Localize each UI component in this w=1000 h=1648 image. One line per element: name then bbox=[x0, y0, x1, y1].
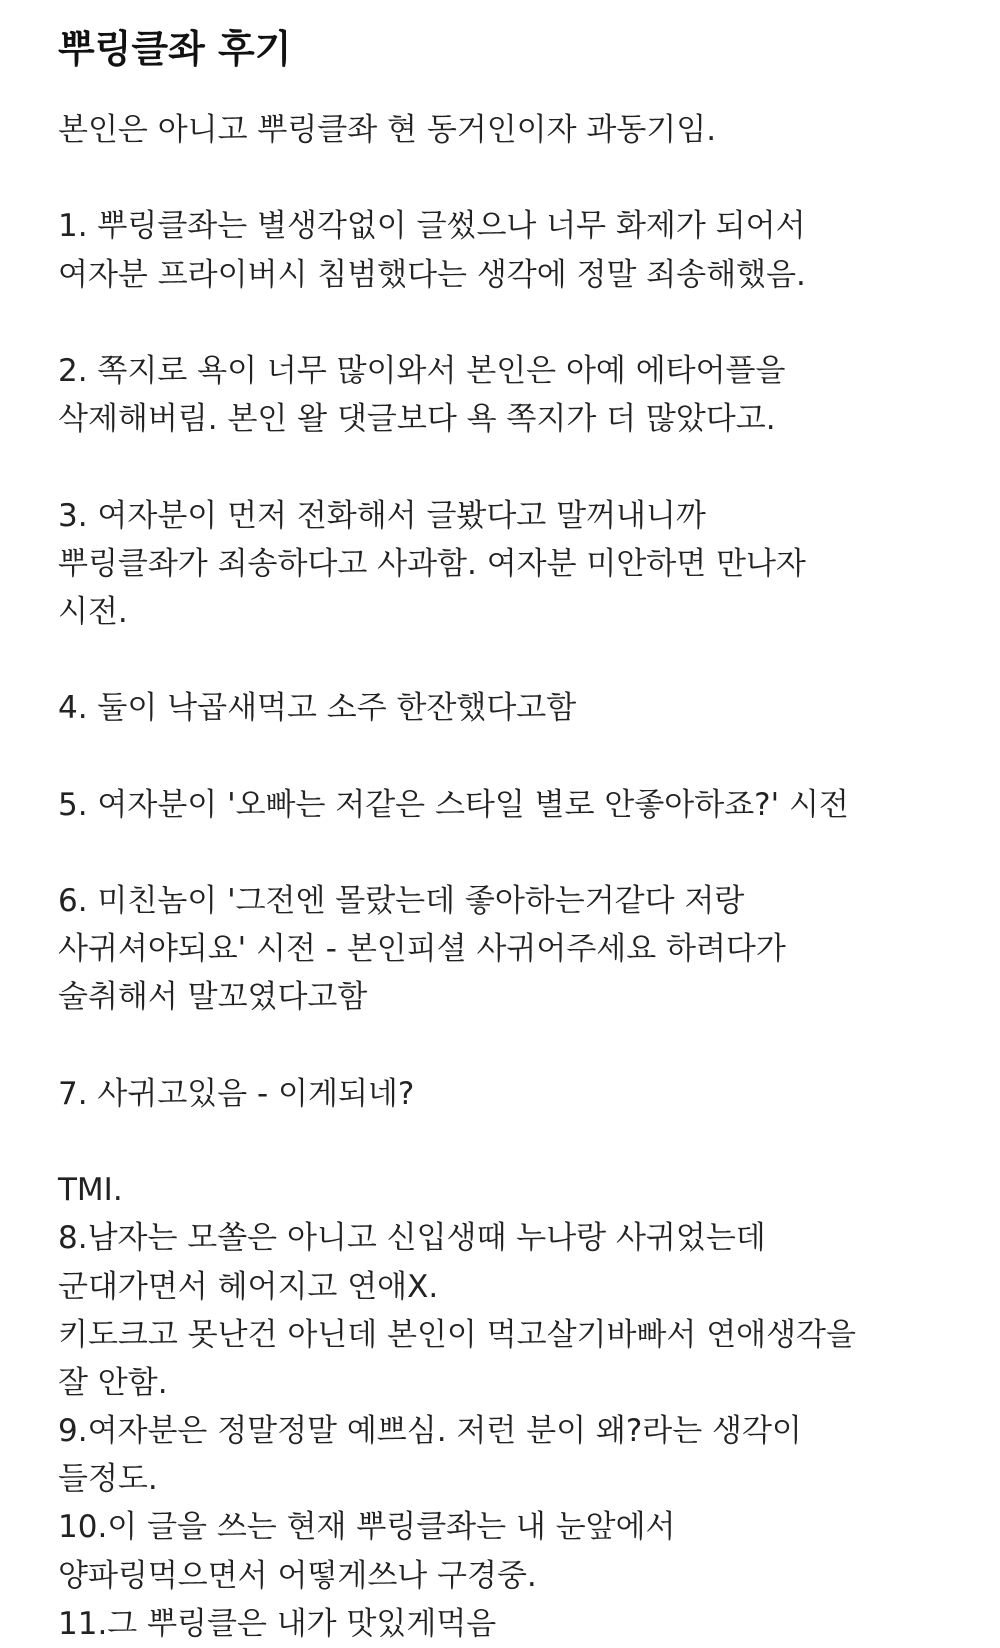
post-title: 뿌링클좌 후기 bbox=[58, 27, 292, 71]
paragraph-gap bbox=[58, 1022, 978, 1070]
intro-line: 본인은 아니고 뿌링클좌 현 동거인이자 과동기임. bbox=[58, 112, 717, 148]
item-3-line-1: 3. 여자분이 먼저 전화해서 글봤다고 말꺼내니까 bbox=[58, 497, 706, 534]
item-1-line-2: 여자분 프라이버시 침범했다는 생각에 정말 죄송해했음. bbox=[58, 256, 806, 293]
tmi-line: 키도크고 못난건 아닌데 본인이 먹고살기바빠서 연애생각을 bbox=[58, 1316, 856, 1353]
tmi-line: 잘 안함. bbox=[58, 1364, 168, 1401]
paragraph-gap bbox=[58, 732, 978, 780]
tmi-line: 들정도. bbox=[58, 1461, 158, 1498]
item-3-line-3: 시전. bbox=[58, 593, 128, 630]
tmi-line: 11.그 뿌링클은 내가 맛있게먹음 bbox=[58, 1605, 497, 1642]
item-6-line-3: 술취해서 말꼬였다고함 bbox=[58, 979, 368, 1016]
item-3-line-2: 뿌링클좌가 죄송하다고 사과함. 여자분 미안하면 만나자 bbox=[58, 545, 806, 582]
post-body bbox=[58, 106, 978, 1648]
item-2-line-2: 삭제해버림. 본인 왈 댓글보다 욕 쪽지가 더 많았다고. bbox=[58, 401, 776, 438]
item-6-line-1: 6. 미친놈이 '그전엔 몰랐는데 좋아하는거같다 저랑 bbox=[58, 883, 745, 919]
tmi-heading: TMI. bbox=[58, 1172, 123, 1209]
item-5-line: 5. 여자분이 '오빠는 저같은 스타일 별로 안좋아하죠?' 시전 bbox=[58, 786, 849, 823]
paragraph-gap bbox=[58, 1118, 978, 1166]
paragraph-gap bbox=[58, 829, 978, 877]
tmi-line: 10.이 글을 쓰는 현재 뿌링클좌는 내 눈앞에서 bbox=[58, 1509, 676, 1546]
item-6-line-2: 사귀셔야되요' 시전 - 본인피셜 사귀어주세요 하려다가 bbox=[58, 931, 786, 968]
tmi-line: 9.여자분은 정말정말 예쁘심. 저런 분이 왜?라는 생각이 bbox=[58, 1413, 802, 1450]
item-1-line-1: 1. 뿌링클좌는 별생각없이 글썼으나 너무 화제가 되어서 bbox=[58, 208, 806, 245]
paragraph-gap bbox=[58, 636, 978, 684]
paragraph-gap bbox=[58, 443, 978, 491]
tmi-line: 8.남자는 모쏠은 아니고 신입생때 누나랑 사귀었는데 bbox=[58, 1220, 766, 1257]
tmi-line: 군대가면서 헤어지고 연애X. bbox=[58, 1268, 439, 1305]
item-4-line: 4. 둘이 낙곱새먹고 소주 한잔했다고함 bbox=[58, 690, 577, 727]
item-7-line: 7. 사귀고있음 - 이게되네? bbox=[58, 1075, 415, 1112]
paragraph-gap bbox=[58, 299, 978, 347]
paragraph-gap bbox=[58, 154, 978, 202]
tmi-line: 양파링먹으면서 어떻게쓰나 구경중. bbox=[58, 1557, 537, 1594]
item-2-line-1: 2. 쪽지로 욕이 너무 많이와서 본인은 아예 에타어플을 bbox=[58, 352, 786, 389]
